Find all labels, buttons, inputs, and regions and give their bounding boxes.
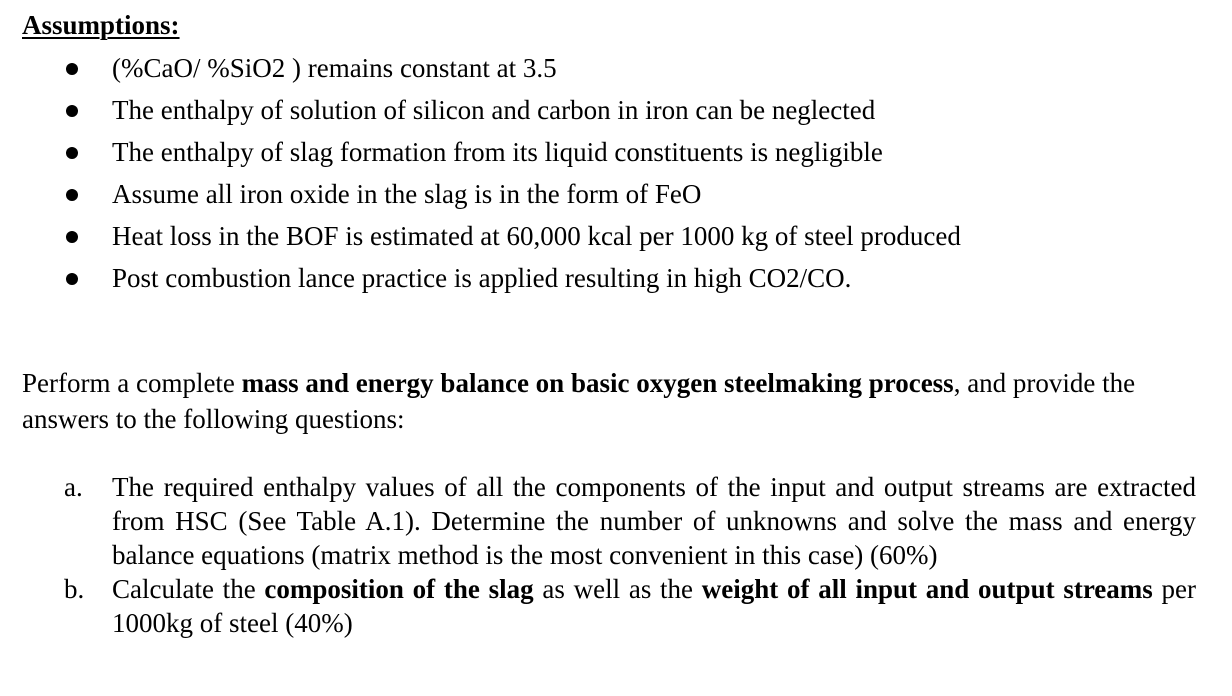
assumption-text: The enthalpy of solution of silicon and carbon in iron can be neglected bbox=[112, 95, 876, 125]
question-item bbox=[0, 470, 1196, 572]
question-emphasis: composition of the slag bbox=[264, 574, 534, 604]
assumption-text: Heat loss in the BOF is estimated at 60,000 kcal per 1000 kg of steel produced bbox=[112, 221, 961, 251]
bullet-icon bbox=[66, 63, 78, 75]
task-instructions bbox=[22, 365, 1200, 437]
bullet-icon bbox=[66, 273, 78, 285]
bullet-icon bbox=[66, 105, 78, 117]
assumption-text: (%CaO/ %SiO2 ) remains constant at 3.5 bbox=[112, 53, 557, 83]
assumption-text: Assume all iron oxide in the slag is in the form of FeO bbox=[112, 179, 702, 209]
question-text-part: per 1000kg of steel (40%) bbox=[112, 574, 1197, 638]
bullet-icon bbox=[66, 189, 78, 201]
assumptions-heading: Assumptions: bbox=[22, 10, 180, 40]
question-text-part: Calculate the bbox=[112, 574, 265, 604]
question-text bbox=[112, 572, 1196, 640]
question-text-part: as well as the bbox=[533, 574, 702, 604]
question-marker: a. bbox=[64, 472, 83, 502]
intro-text-end: , and provide the answers to the following questions: bbox=[22, 368, 1136, 434]
question-marker: b. bbox=[64, 574, 85, 604]
question-item bbox=[0, 572, 1197, 640]
bullet-icon bbox=[66, 147, 78, 159]
bullet-icon bbox=[66, 231, 78, 243]
assumption-text: Post combustion lance practice is applied resulting in high CO2/CO. bbox=[112, 263, 852, 293]
question-text: The required enthalpy values of all the components of the input and output streams are extracted from HSC (See Table A.1). Determine the number of unknowns and solve the mass and energy balance equations (matrix method is the most convenient in this case) (60%) bbox=[112, 472, 1196, 570]
question-emphasis: weight of all input and output streams bbox=[701, 574, 1153, 604]
assumption-text: The enthalpy of slag formation from its liquid constituents is negligible bbox=[112, 137, 883, 167]
intro-text: Perform a complete bbox=[22, 368, 242, 398]
intro-emphasis: mass and energy balance on basic oxygen steelmaking process bbox=[241, 368, 954, 398]
questions-list bbox=[0, 470, 1197, 640]
